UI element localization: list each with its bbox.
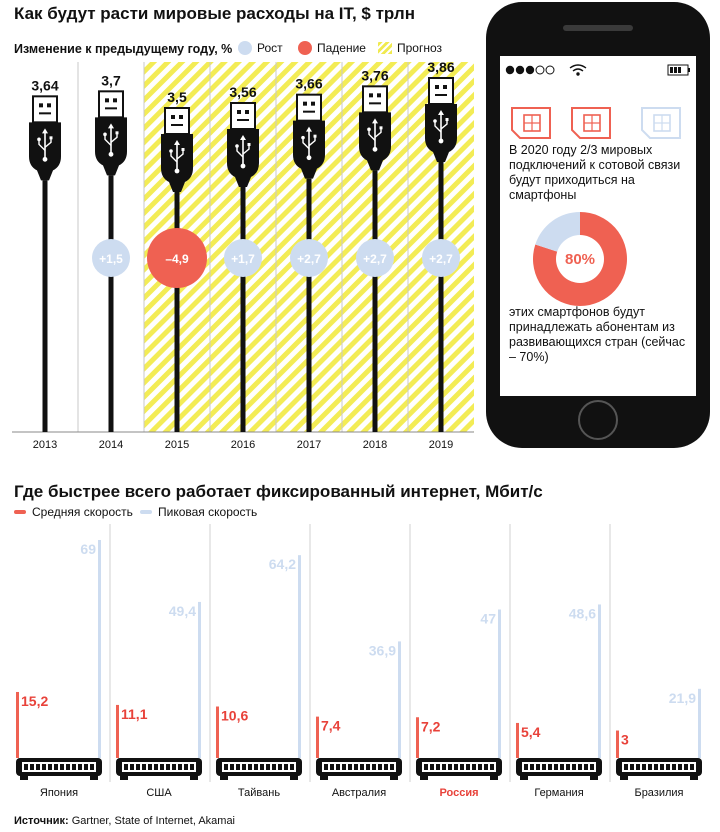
- router-port: [66, 764, 70, 770]
- router-port: [678, 764, 682, 770]
- year-label: 2015: [164, 439, 190, 451]
- legend-forecast-label: Прогноз: [397, 41, 443, 55]
- usb-pin: [39, 112, 51, 114]
- country-label: Германия: [534, 787, 584, 799]
- peak-bar: [598, 604, 601, 758]
- router-port: [278, 764, 282, 770]
- router-port: [590, 764, 594, 770]
- usb-pin: [435, 94, 447, 96]
- usb-icon: [50, 136, 53, 139]
- router-port: [342, 764, 346, 770]
- legend-growth-label: Рост: [257, 41, 283, 55]
- router-port: [536, 764, 540, 770]
- usb-cable: [241, 187, 246, 432]
- router-foot: [320, 776, 328, 780]
- router-port: [584, 764, 588, 770]
- router-port: [90, 764, 94, 770]
- change-label: +1,5: [99, 252, 123, 266]
- avg-bar: [116, 705, 119, 758]
- peak-label: 21,9: [668, 689, 696, 706]
- router-port: [48, 764, 52, 770]
- usb-cable: [439, 162, 444, 432]
- router-port: [236, 764, 240, 770]
- year-label: 2019: [428, 439, 454, 451]
- router-port: [642, 764, 646, 770]
- usb-icon: [367, 128, 371, 132]
- usb-pin: [179, 115, 183, 119]
- router-port: [424, 764, 428, 770]
- router-port: [572, 764, 576, 770]
- peak-bar: [298, 555, 301, 758]
- peak-label: 47: [480, 610, 496, 627]
- peak-label: 36,9: [368, 642, 396, 659]
- router-port: [372, 764, 376, 770]
- router-port: [30, 764, 34, 770]
- value-label: 3,76: [361, 67, 389, 84]
- peak-bar: [698, 689, 701, 758]
- legend-decline-label: Падение: [317, 41, 366, 55]
- usb-connector: [429, 78, 453, 104]
- usb-pin: [237, 119, 249, 121]
- value-label: 3,86: [427, 59, 455, 75]
- avg-label: 10,6: [221, 707, 249, 724]
- usb-cable: [109, 175, 114, 432]
- usb-connector: [363, 86, 387, 112]
- router-port: [472, 764, 476, 770]
- usb-pin: [377, 93, 381, 97]
- router-port: [284, 764, 288, 770]
- change-label: +2,7: [429, 252, 453, 266]
- router-port: [684, 764, 688, 770]
- country-label: Тайвань: [237, 787, 281, 799]
- router-port: [190, 764, 194, 770]
- router-port: [172, 764, 176, 770]
- router-foot: [190, 776, 198, 780]
- country-label: Россия: [439, 787, 479, 799]
- usb-pin: [171, 124, 183, 126]
- country-label: США: [146, 787, 172, 799]
- router-port: [442, 764, 446, 770]
- legend-avg-label: Средняя скорость: [32, 505, 133, 519]
- usb-pin: [435, 85, 439, 89]
- usb-pin: [443, 85, 447, 89]
- usb-pin: [245, 110, 249, 114]
- router-foot: [120, 776, 128, 780]
- change-label: –4,9: [165, 252, 189, 266]
- avg-bar: [516, 723, 519, 758]
- router-port: [360, 764, 364, 770]
- peak-bar: [498, 610, 501, 758]
- router-foot: [620, 776, 628, 780]
- router-foot: [490, 776, 498, 780]
- router-port: [454, 764, 458, 770]
- peak-label: 64,2: [268, 556, 296, 573]
- value-label: 3,56: [229, 84, 257, 100]
- usb-icon: [314, 135, 317, 138]
- router-foot: [90, 776, 98, 780]
- battery-icon: [668, 65, 690, 75]
- avg-label: 5,4: [521, 723, 541, 740]
- router-port: [460, 764, 464, 770]
- router-port: [660, 764, 664, 770]
- router-port: [348, 764, 352, 770]
- pie-label: 80%: [564, 251, 596, 268]
- router-port: [548, 764, 552, 770]
- router-port: [60, 764, 64, 770]
- country-label: Австралия: [331, 787, 387, 799]
- router-port: [478, 764, 482, 770]
- sim-card-icon: [512, 108, 550, 138]
- router-port: [666, 764, 670, 770]
- avg-bar: [616, 731, 619, 758]
- usb-icon: [307, 155, 312, 160]
- country-label: Япония: [39, 787, 79, 799]
- router-port: [384, 764, 388, 770]
- usb-pin: [303, 111, 315, 113]
- usb-icon: [37, 138, 41, 142]
- router-port: [54, 764, 58, 770]
- year-label: 2016: [230, 439, 256, 451]
- router-port: [124, 764, 128, 770]
- usb-icon: [103, 133, 107, 137]
- value-label: 3,5: [167, 89, 187, 105]
- usb-connector: [99, 91, 123, 117]
- router-port: [36, 764, 40, 770]
- router-port: [390, 764, 394, 770]
- source-label: Источник:: [14, 815, 69, 827]
- avg-label: 11,1: [121, 705, 148, 722]
- sim-card-icon: [572, 108, 610, 138]
- router-port: [554, 764, 558, 770]
- phone-text-1: В 2020 году 2/3 мировых подключений к сотовой связи будут приходиться на смартфоны: [509, 143, 681, 202]
- year-label: 2013: [32, 439, 58, 451]
- change-label: +2,7: [363, 252, 387, 266]
- usb-icon: [373, 147, 378, 152]
- peak-label: 48,6: [568, 605, 596, 622]
- router-port: [260, 764, 264, 770]
- router-port: [654, 764, 658, 770]
- source-text: Gartner, State of Internet, Akamai: [71, 815, 236, 827]
- year-label: 2018: [362, 439, 388, 451]
- router-foot: [420, 776, 428, 780]
- router-port: [354, 764, 358, 770]
- usb-icon: [175, 169, 180, 174]
- router-port: [84, 764, 88, 770]
- wifi-icon: [570, 65, 586, 75]
- usb-cable: [307, 179, 312, 432]
- usb-pin: [237, 110, 241, 114]
- router-port: [154, 764, 158, 770]
- router-port: [78, 764, 82, 770]
- change-label: +2,7: [297, 252, 321, 266]
- router-port: [336, 764, 340, 770]
- phone-text-2: этих смартфонов будут принадлежать абонентам из развивающихся стран (сейчас – 70%): [509, 305, 686, 364]
- router-port: [148, 764, 152, 770]
- router-port: [448, 764, 452, 770]
- router-port: [578, 764, 582, 770]
- usb-connector: [165, 108, 189, 134]
- usb-connector: [297, 95, 321, 121]
- internet-title: Где быстрее всего работает фиксированный интернет, Мбит/с: [14, 482, 543, 501]
- year-label: 2017: [296, 439, 322, 451]
- router-port: [324, 764, 328, 770]
- usb-cable: [43, 180, 48, 432]
- usb-icon: [380, 126, 383, 129]
- usb-icon: [301, 136, 305, 140]
- usb-connector: [231, 103, 255, 129]
- avg-bar: [316, 717, 319, 758]
- router-port: [242, 764, 246, 770]
- router-port: [542, 764, 546, 770]
- usb-pin: [369, 102, 381, 104]
- country-label: Бразилия: [634, 787, 684, 799]
- router-foot: [20, 776, 28, 780]
- router-port: [436, 764, 440, 770]
- usb-icon: [433, 119, 437, 123]
- peak-label: 49,4: [168, 602, 196, 619]
- usb-icon: [182, 148, 185, 151]
- year-label: 2014: [98, 439, 124, 451]
- usb-icon: [248, 143, 251, 146]
- avg-bar: [216, 707, 219, 758]
- avg-label: 15,2: [21, 692, 49, 709]
- router-port: [690, 764, 694, 770]
- router-port: [254, 764, 258, 770]
- router-port: [466, 764, 470, 770]
- usb-icon: [109, 152, 114, 157]
- peak-bar: [398, 641, 401, 758]
- router-port: [530, 764, 534, 770]
- router-port: [248, 764, 252, 770]
- router-port: [672, 764, 676, 770]
- router-port: [366, 764, 370, 770]
- router-foot: [520, 776, 528, 780]
- value-label: 3,7: [101, 72, 121, 89]
- peak-line-icon: [140, 510, 152, 514]
- router-port: [524, 764, 528, 770]
- router-port: [184, 764, 188, 770]
- usb-pin: [105, 98, 109, 102]
- router-port: [42, 764, 46, 770]
- peak-bar: [98, 540, 101, 758]
- router-port: [560, 764, 564, 770]
- usb-icon: [43, 157, 48, 162]
- value-label: 3,66: [295, 75, 323, 92]
- usb-icon: [235, 144, 239, 148]
- spending-chart: [0, 0, 480, 470]
- spending-title: Как будут расти мировые расходы на IT, $ трлн: [14, 4, 415, 23]
- avg-label: 7,2: [421, 718, 441, 735]
- router-port: [72, 764, 76, 770]
- router-port: [484, 764, 488, 770]
- value-label: 3,64: [31, 77, 59, 94]
- router-port: [142, 764, 146, 770]
- router-port: [490, 764, 494, 770]
- usb-cable: [373, 170, 378, 432]
- usb-pin: [105, 107, 117, 109]
- usb-pin: [369, 93, 373, 97]
- router-foot: [690, 776, 698, 780]
- router-port: [178, 764, 182, 770]
- usb-pin: [113, 98, 117, 102]
- router-port: [630, 764, 634, 770]
- source-note: [14, 815, 235, 827]
- usb-icon: [116, 131, 119, 134]
- usb-icon: [439, 139, 444, 144]
- router-port: [136, 764, 140, 770]
- router-port: [648, 764, 652, 770]
- router-foot: [390, 776, 398, 780]
- phone-speaker: [563, 25, 633, 31]
- router-port: [636, 764, 640, 770]
- router-foot: [220, 776, 228, 780]
- router-foot: [290, 776, 298, 780]
- router-port: [224, 764, 228, 770]
- legend-peak: [140, 505, 257, 519]
- router-port: [290, 764, 294, 770]
- usb-icon: [169, 149, 173, 153]
- router-port: [230, 764, 234, 770]
- change-label: +1,7: [231, 252, 255, 266]
- usb-pin: [47, 103, 51, 107]
- sim-card-icon: [642, 108, 680, 138]
- router-port: [166, 764, 170, 770]
- router-port: [24, 764, 28, 770]
- router-foot: [590, 776, 598, 780]
- usb-pin: [171, 115, 175, 119]
- avg-label: 7,4: [321, 717, 341, 734]
- signal-icon: [506, 66, 554, 74]
- avg-bar: [416, 717, 419, 758]
- router-port: [430, 764, 434, 770]
- peak-label: 69: [80, 541, 96, 557]
- avg-line-icon: [14, 510, 26, 514]
- usb-connector: [33, 96, 57, 122]
- avg-label: 3: [621, 731, 629, 748]
- internet-chart: [0, 520, 720, 810]
- usb-pin: [303, 102, 307, 106]
- router-port: [160, 764, 164, 770]
- router-port: [266, 764, 270, 770]
- router-port: [272, 764, 276, 770]
- router-port: [566, 764, 570, 770]
- usb-icon: [446, 118, 449, 121]
- avg-bar: [16, 692, 19, 758]
- peak-bar: [198, 602, 201, 758]
- usb-icon: [241, 164, 246, 169]
- legend-peak-label: Пиковая скорость: [158, 505, 258, 519]
- legend-avg: [14, 505, 133, 519]
- router-port: [378, 764, 382, 770]
- usb-pin: [39, 103, 43, 107]
- spending-subtitle: Изменение к предыдущему году, %: [14, 42, 233, 56]
- router-port: [130, 764, 134, 770]
- router-port: [624, 764, 628, 770]
- home-button[interactable]: [578, 400, 618, 440]
- usb-pin: [311, 102, 315, 106]
- router-port: [330, 764, 334, 770]
